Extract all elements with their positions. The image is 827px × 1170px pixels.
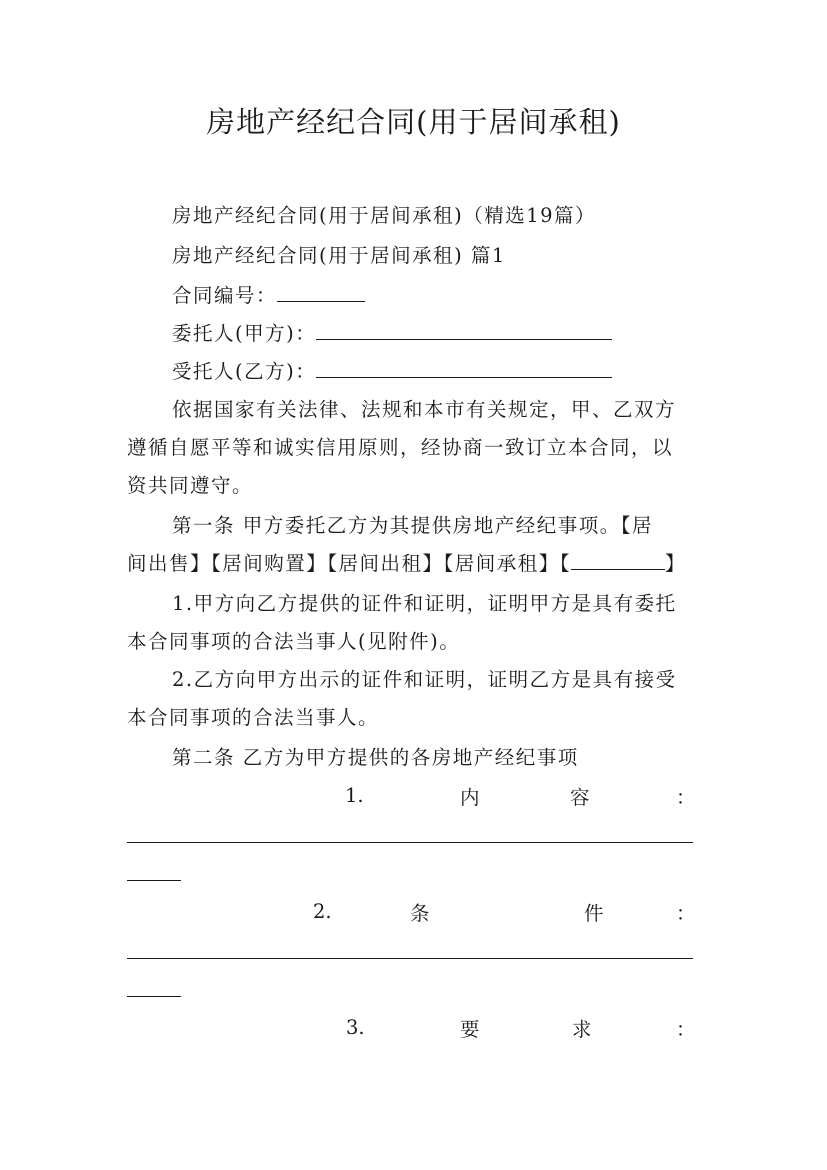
field-3-colon: ： [676,1018,696,1041]
item-1-line-2: 本合同事项的合法当事人(见附件)。 [127,630,461,653]
field-2-colon: ： [676,902,696,925]
party-a-label: 委托人(甲方)： [172,322,317,345]
party-b-label: 受托人(乙方)： [172,360,317,383]
document-subtitle: 房地产经纪合同(用于居间承租)（精选19篇） [172,204,597,227]
contract-number-blank [277,285,365,302]
intro-line-3: 资共同遵守。 [127,474,254,497]
field-1-blank-line [127,842,693,843]
article-1-options: 间出售】【居间购置】【居间出租】【居间承租】【 [127,552,572,575]
intro-line-1: 依据国家有关法律、法规和本市有关规定，甲、乙双方 [172,398,677,421]
item-1-line-1: 1.甲方向乙方提供的证件和证明，证明甲方是具有委托 [172,592,677,615]
article-1-line-1: 第一条 甲方委托乙方为其提供房地产经纪事项。【居 [172,514,653,537]
contract-number-label: 合同编号： [172,284,278,307]
field-2-char-a: 条 [410,902,430,925]
party-b-blank [316,361,612,378]
intro-line-2: 遵循自愿平等和诚实信用原则，经协商一致订立本合同，以 [127,436,674,459]
item-2-line-1: 2.乙方向甲方出示的证件和证明，证明乙方是具有接受 [172,668,677,691]
document-title: 房地产经纪合同(用于居间承租) [206,105,621,139]
field-1-number: 1. [345,784,364,807]
field-2-char-b: 件 [584,902,604,925]
field-3-number: 3. [346,1016,365,1039]
field-1-char-a: 内 [460,786,480,809]
party-b-line [172,356,612,384]
field-1-char-b: 容 [570,786,590,809]
party-a-blank [316,323,612,340]
field-3-char-a: 要 [460,1018,480,1041]
article-1-line-2 [127,548,686,576]
contract-number-line [172,280,365,308]
article-2-heading: 第二条 乙方为甲方提供的各房地产经纪事项 [172,746,579,769]
field-2-number: 2. [313,900,332,923]
field-2-blank-tail [127,996,181,997]
item-2-line-2: 本合同事项的合法当事人。 [127,706,380,729]
party-a-line [172,318,612,346]
article-1-blank [571,553,665,570]
field-1-colon: ： [676,786,696,809]
field-1-blank-tail [127,880,181,881]
part-heading: 房地产经纪合同(用于居间承租) 篇1 [172,244,506,267]
article-1-bracket-end: 】 [665,552,687,575]
field-2-blank-line [127,958,693,959]
field-3-char-b: 求 [572,1018,592,1041]
